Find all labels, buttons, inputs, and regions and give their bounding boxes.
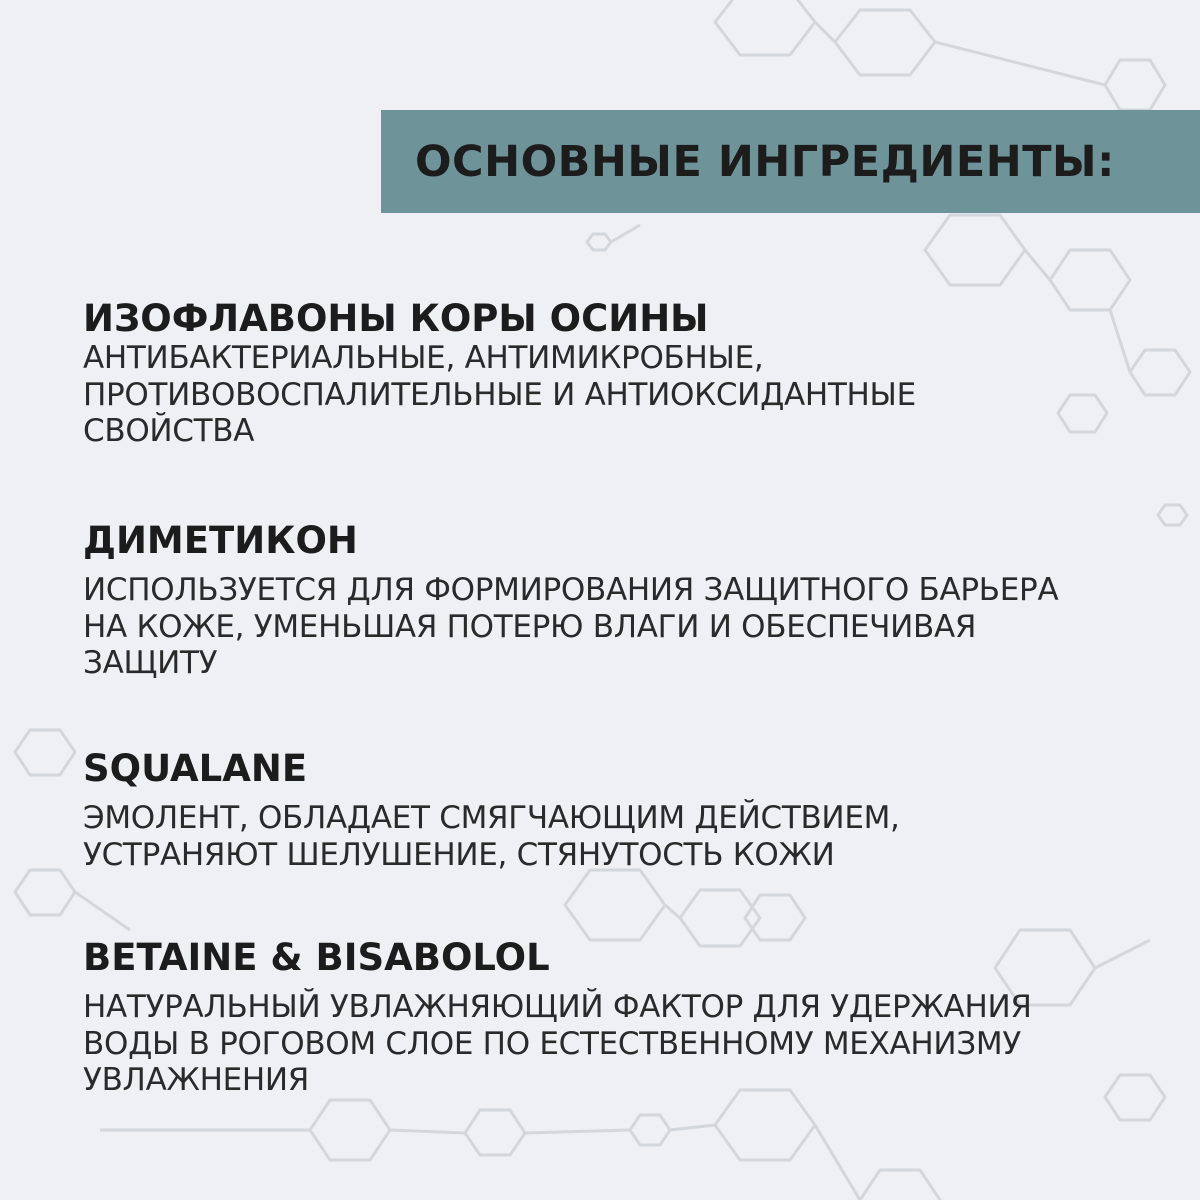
page-title: ОСНОВНЫЕ ИНГРЕДИЕНТЫ: (415, 136, 1115, 187)
ingredient-squalane (83, 748, 1143, 873)
description-line: УВЛАЖНЕНИЯ (83, 1062, 310, 1098)
ingredient-title: ИЗОФЛАВОНЫ КОРЫ ОСИНЫ (83, 297, 709, 340)
ingredient-description (83, 989, 1143, 1099)
ingredient-dimethicone (83, 520, 1143, 682)
description-line: ВОДЫ В РОГОВОМ СЛОЕ ПО ЕСТЕСТВЕННОМУ МЕХАНИЗМУ (83, 1025, 1021, 1062)
description-line: УСТРАНЯЮТ ШЕЛУШЕНИЕ, СТЯНУТОСТЬ КОЖИ (83, 836, 835, 873)
ingredient-description (83, 572, 1143, 682)
description-line: ПРОТИВОВОСПАЛИТЕЛЬНЫЕ И АНТИОКСИДАНТНЫЕ (83, 376, 916, 413)
ingredient-description (83, 800, 1143, 873)
ingredient-title: BETAINE & BISABOLOL (83, 936, 550, 979)
ingredient-title: SQUALANE (83, 747, 308, 790)
description-line: НАТУРАЛЬНЫЙ УВЛАЖНЯЮЩИЙ ФАКТОР ДЛЯ УДЕРЖАНИЯ (83, 989, 1032, 1025)
description-line: СВОЙСТВА (83, 413, 255, 449)
header-banner (381, 110, 1200, 213)
ingredient-aspen-bark-isoflavones (83, 298, 1143, 450)
description-line: ЗАЩИТУ (83, 645, 218, 681)
ingredient-title: ДИМЕТИКОН (83, 519, 358, 562)
ingredient-description (83, 340, 1143, 450)
description-line: ЭМОЛЕНТ, ОБЛАДАЕТ СМЯГЧАЮЩИМ ДЕЙСТВИЕМ, (83, 800, 900, 836)
ingredient-betaine-bisabolol (83, 937, 1143, 1099)
description-line: НА КОЖЕ, УМЕНЬШАЯ ПОТЕРЮ ВЛАГИ И ОБЕСПЕЧИВАЯ (83, 608, 977, 645)
description-line: ИСПОЛЬЗУЕТСЯ ДЛЯ ФОРМИРОВАНИЯ ЗАЩИТНОГО БАРЬЕРА (83, 572, 1059, 608)
description-line: АНТИБАКТЕРИАЛЬНЫЕ, АНТИМИКРОБНЫЕ, (83, 340, 764, 376)
